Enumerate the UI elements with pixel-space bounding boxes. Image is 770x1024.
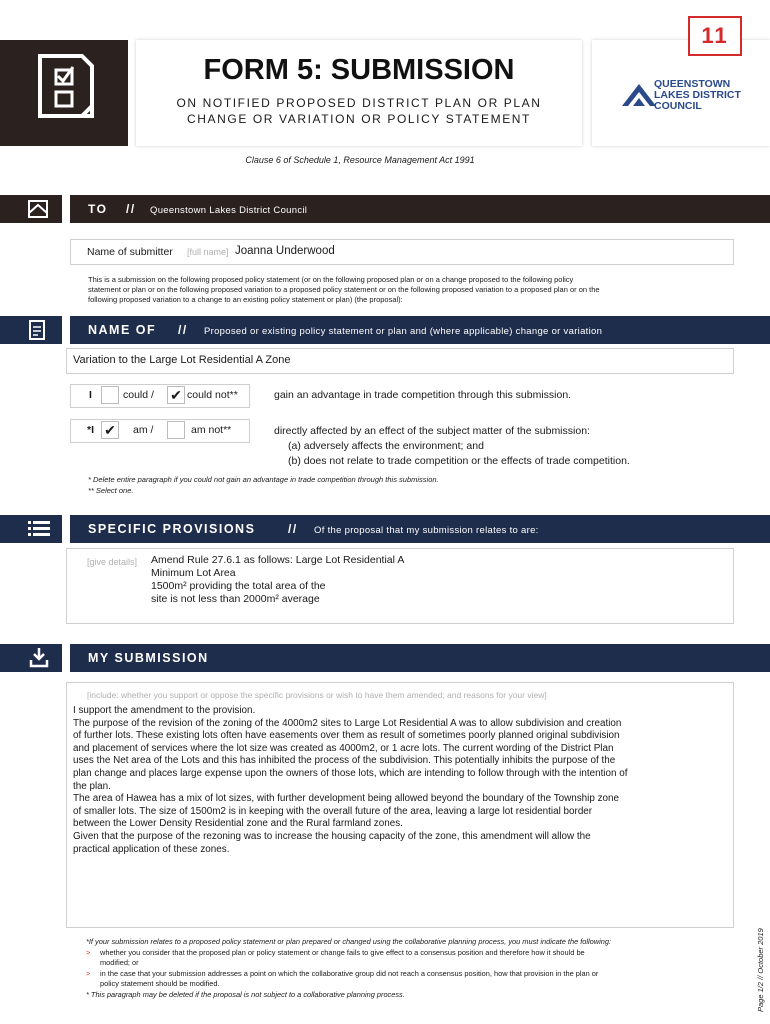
submission-line: The area of Hawea has a mix of lot sizes, with further development being allowed beyond the boundary of the Township zone [73, 793, 620, 805]
submission-text [73, 705, 627, 856]
could-not-checkbox[interactable]: ✔ [167, 386, 185, 404]
page-badge [688, 16, 742, 56]
specific-line-3: 1500m² providing the total area of the [151, 580, 326, 592]
specific-bar [70, 515, 770, 543]
submission-icon-block [0, 644, 62, 672]
page-badge-number: 11 [701, 23, 729, 48]
name-of-icon-block [0, 316, 62, 344]
specific-line-2: Minimum Lot Area [151, 567, 236, 579]
page-footer: Page 1/2 // October 2019 [756, 928, 765, 1012]
form-subtitle-2: CHANGE OR VARIATION OR POLICY STATEMENT [187, 112, 531, 126]
to-bar [70, 195, 770, 223]
council-logo-icon [622, 78, 656, 108]
competition-checkbox-group [70, 384, 250, 408]
form-subtitle-1: ON NOTIFIED PROPOSED DISTRICT PLAN OR PLAN [176, 96, 542, 110]
name-of-bar [70, 316, 770, 344]
intro-line-2: statement or plan or on the following proposed variation to a proposed policy statement or on the following proposed variation to a proposed plan or on the [88, 285, 600, 294]
submission-line: plan change and places large expense upon the owners of those lots, which are intending to follow through with the intention of [73, 767, 628, 779]
am-not-label: am not** [191, 424, 232, 436]
logo-card [592, 40, 770, 146]
submission-label: MY SUBMISSION [88, 651, 209, 665]
specific-line-1: Amend Rule 27.6.1 as follows: Large Lot Residential A [151, 554, 405, 566]
to-value: Queenstown Lakes District Council [150, 205, 308, 216]
header-card [136, 40, 582, 146]
specific-hint: [give details] [87, 557, 138, 567]
checklist-icon [0, 40, 128, 146]
specific-label: SPECIFIC PROVISIONS [88, 522, 256, 536]
collab-bullet-1 [86, 948, 736, 969]
specific-field[interactable] [66, 548, 734, 624]
could-label: could / [123, 389, 154, 401]
clause-text: Clause 6 of Schedule 1, Resource Management Act 1991 [245, 155, 475, 165]
to-label: TO [88, 202, 108, 216]
collab-note [86, 937, 736, 1000]
submission-line: practical application of these zones. [73, 843, 230, 855]
am-checkbox[interactable]: ✔ [101, 421, 119, 439]
submission-line: the plan. [73, 780, 111, 792]
submitter-hint: [full name] [187, 247, 229, 257]
collab-intro: *If your submission relates to a proposed policy statement or plan prepared or changed using the collaborative planning process, you must indicate the following: [86, 937, 612, 946]
form-icon-block [0, 40, 128, 146]
affected-checkbox-group [70, 419, 250, 443]
specific-separator: // [288, 522, 298, 536]
specific-desc: Of the proposal that my submission relates to are: [314, 525, 539, 536]
logo-text-2: LAKES DISTRICT [654, 89, 741, 101]
could-not-label: could not** [187, 389, 238, 401]
submission-line: between the Lower Density Residential zone and the Rural farmland zones. [73, 818, 403, 830]
submission-line: The purpose of the revision of the zoning of the 4000m2 sites to Large Lot Residential A was to allow subdivision and creation [73, 717, 622, 729]
bullet-arrow-icon: > [86, 947, 91, 957]
collab-deletion-note: * This paragraph may be deleted if the proposal is not subject to a collaborative planning process. [86, 989, 405, 999]
name-of-label: NAME OF [88, 323, 157, 337]
specific-icon-block [0, 515, 62, 543]
form-title: FORM 5: SUBMISSION [203, 54, 515, 86]
footnote-2: ** Select one. [88, 486, 134, 495]
logo-text-3: COUNCIL [654, 100, 702, 112]
competition-statement: gain an advantage in trade competition through this submission. [274, 389, 572, 401]
affected-i-label: *I [87, 424, 95, 436]
submission-line: uses the Net area of the Lots and this has inhibited the process of the subdivision. This potentially inhibits the purpose of the [73, 755, 616, 767]
intro-text [88, 275, 738, 305]
collab-bullet-1b: modified; or [100, 958, 139, 967]
submission-line: Given that the purpose of the rezoning was to increase the housing capacity of the zone, this amendment will allow the [73, 830, 591, 842]
am-not-checkbox[interactable] [167, 421, 185, 439]
intro-line-3: following proposed variation to a change to an existing policy statement or plan) (the proposal): [88, 295, 403, 304]
to-separator: // [126, 202, 136, 216]
affected-line-1: directly affected by an effect of the subject matter of the submission: [274, 425, 590, 437]
specific-line-4: site is not less than 2000m² average [151, 593, 320, 605]
affected-line-3: (b) does not relate to trade competition or the effects of trade competition. [288, 455, 630, 467]
footnotes [88, 474, 439, 496]
list-icon [0, 515, 62, 543]
name-of-field[interactable] [66, 348, 734, 374]
name-of-value: Variation to the Large Lot Residential A Zone [73, 354, 291, 366]
name-of-desc: Proposed or existing policy statement or plan and (where applicable) change or variation [204, 326, 603, 337]
download-icon [0, 644, 62, 672]
footnote-1: * Delete entire paragraph if you could not gain an advantage in trade competition through this submission. [88, 475, 439, 484]
collab-bullet-2 [86, 969, 736, 990]
submission-line: of smaller lots. The size of 1500m2 is in keeping with the overall future of the area, leaving a large lot residential border [73, 805, 593, 817]
bullet-arrow-icon: > [86, 968, 91, 978]
could-checkbox[interactable] [101, 386, 119, 404]
logo-text-1: QUEENSTOWN [654, 78, 731, 90]
submission-hint: [include: whether you support or oppose the specific provisions or wish to have them amended; and reasons for your view] [87, 690, 547, 700]
to-icon-block [0, 195, 62, 223]
affected-statement [274, 424, 630, 469]
affected-line-2: (a) adversely affects the environment; and [288, 440, 484, 452]
name-of-separator: // [178, 323, 188, 337]
submission-line: I support the amendment to the provision. [73, 705, 256, 716]
competition-i-label: I [89, 389, 92, 401]
submitter-label: Name of submitter [87, 246, 173, 258]
submission-bar [70, 644, 770, 672]
collab-bullet-1a: whether you consider that the proposed plan or policy statement or change fails to give effect to a consensus position and therefore how it should be [100, 947, 585, 957]
mountain-icon [0, 195, 62, 223]
am-label: am / [133, 424, 154, 436]
collab-bullet-2b: policy statement should be modified. [100, 979, 220, 988]
submitter-value: Joanna Underwood [235, 245, 335, 257]
specific-text [151, 554, 404, 606]
collab-bullet-2a: in the case that your submission addresses a point on which the collaborative group did not reach a consensus position, how that provision in the plan or [100, 968, 599, 978]
submission-line: of further lots. These existing lots often have easements over them as result of sometimes poorly planned original subdivision [73, 730, 620, 742]
intro-line-1: This is a submission on the following proposed policy statement (or on the following proposed plan or on a change proposed to the following policy [88, 275, 574, 284]
submission-line: and placement of services where the lot size was created as 4000m2, or 1 acre lots. The current wording of the District Plan [73, 742, 614, 754]
document-icon [0, 316, 62, 344]
submission-field[interactable] [66, 682, 734, 928]
submitter-field[interactable] [70, 239, 734, 265]
